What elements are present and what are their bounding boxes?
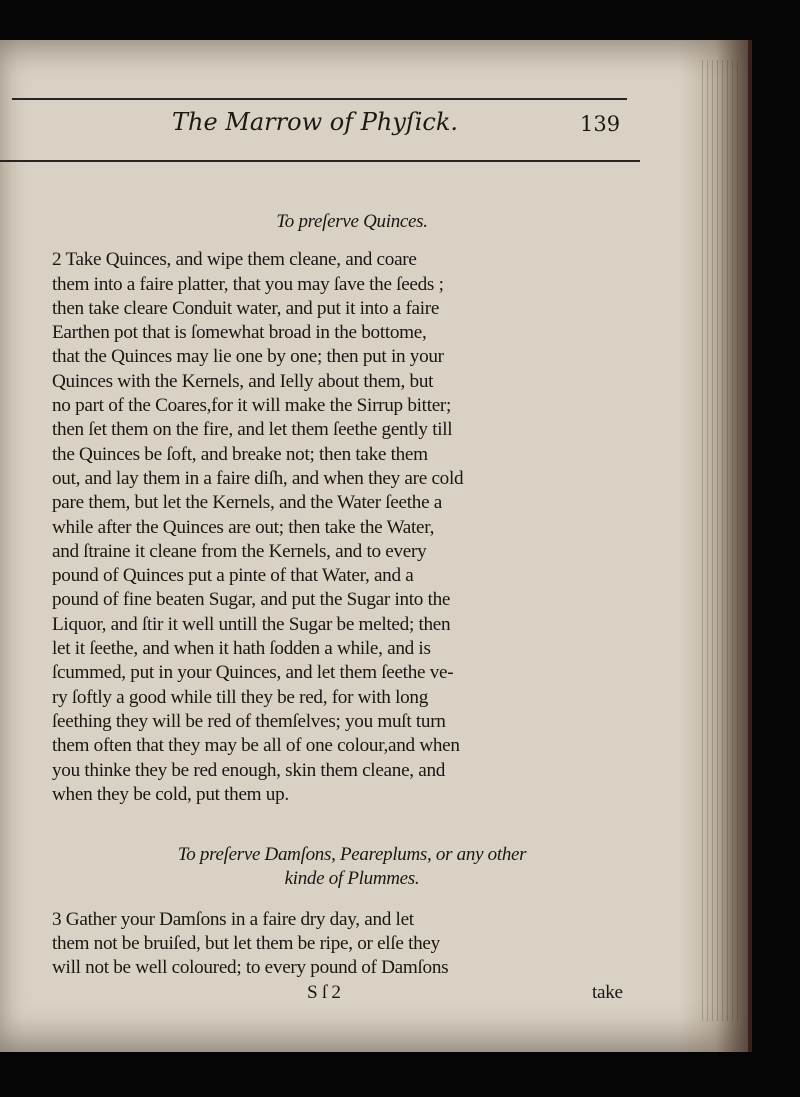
text-line: pound of fine beaten Sugar, and put the Sugar into the <box>52 589 451 611</box>
text-line: the Quinces be ſoft, and breake not; then take them <box>52 443 428 465</box>
text-line: out, and lay them in a faire diſh, and when they are cold <box>52 467 464 489</box>
text-line: will not be well coloured; to every pound of Damſons <box>52 957 449 979</box>
text-line: pare them, but let the Kernels, and the Water ſeethe a <box>52 492 442 514</box>
text-line: while after the Quinces are out; then take the Water, <box>52 516 435 538</box>
text-line: 3 Gather your Damſons in a faire dry day, and let <box>52 908 414 930</box>
text-line: Earthen pot that is ſomewhat broad in the bottome, <box>52 322 427 344</box>
recipe-quinces <box>52 248 652 807</box>
text-line: let it ſeethe, and when it hath ſodden a while, and is <box>52 638 431 660</box>
running-head-title: The Marrow of Phyſick. <box>172 108 459 136</box>
recipe-damsons <box>52 908 652 981</box>
text-line: Quinces with the Kernels, and Ielly about them, but <box>52 370 434 392</box>
text-line: then ſet them on the fire, and let them ſeethe gently till <box>52 419 453 441</box>
section-heading-damsons-cont: kinde of Plummes. <box>284 868 420 890</box>
running-head <box>0 98 660 168</box>
head-rule-top <box>12 98 627 100</box>
text-line: ſeething they will be red of themſelves; you muſt turn <box>52 710 446 732</box>
page-edges <box>702 60 742 1021</box>
text-line: pound of Quinces put a pinte of that Water, and a <box>52 565 414 587</box>
catchword: take <box>592 981 623 1003</box>
text-line: no part of the Coares,for it will make the Sirrup bitter; <box>52 395 452 417</box>
page-footer <box>52 981 652 1005</box>
text-line: them into a faire platter, that you may ſave the ſeeds ; <box>52 273 444 295</box>
text-line: them often that they may be all of one colour,and when <box>52 735 460 757</box>
text-line: ry ſoftly a good while till they be red, for with long <box>52 686 429 708</box>
text-line: you thinke they be red enough, skin them cleane, and <box>52 759 446 781</box>
signature-mark: S ſ 2 <box>307 981 341 1003</box>
section-heading-damsons: To preſerve Damſons, Peareplums, or any other <box>177 844 527 866</box>
body-text <box>52 210 652 1005</box>
text-line: when they be cold, put them up. <box>52 783 289 805</box>
book-page <box>0 40 752 1052</box>
text-line: and ſtraine it cleane from the Kernels, and to every <box>52 540 427 562</box>
text-line: ſcummed, put in your Quinces, and let them ſeethe ve- <box>52 662 454 684</box>
text-line: that the Quinces may lie one by one; then put in your <box>52 346 444 368</box>
text-line: then take cleare Conduit water, and put it into a faire <box>52 297 440 319</box>
text-line: 2 Take Quinces, and wipe them cleane, and coare <box>52 249 417 271</box>
text-line: them not be bruiſed, but let them be ripe, or elſe they <box>52 933 440 955</box>
head-rule-bottom <box>0 160 640 162</box>
section-heading-quinces: To preſerve Quinces. <box>276 211 428 232</box>
page-number: 139 <box>580 112 621 136</box>
text-line: Liquor, and ſtir it well untill the Sugar be melted; then <box>52 613 451 635</box>
